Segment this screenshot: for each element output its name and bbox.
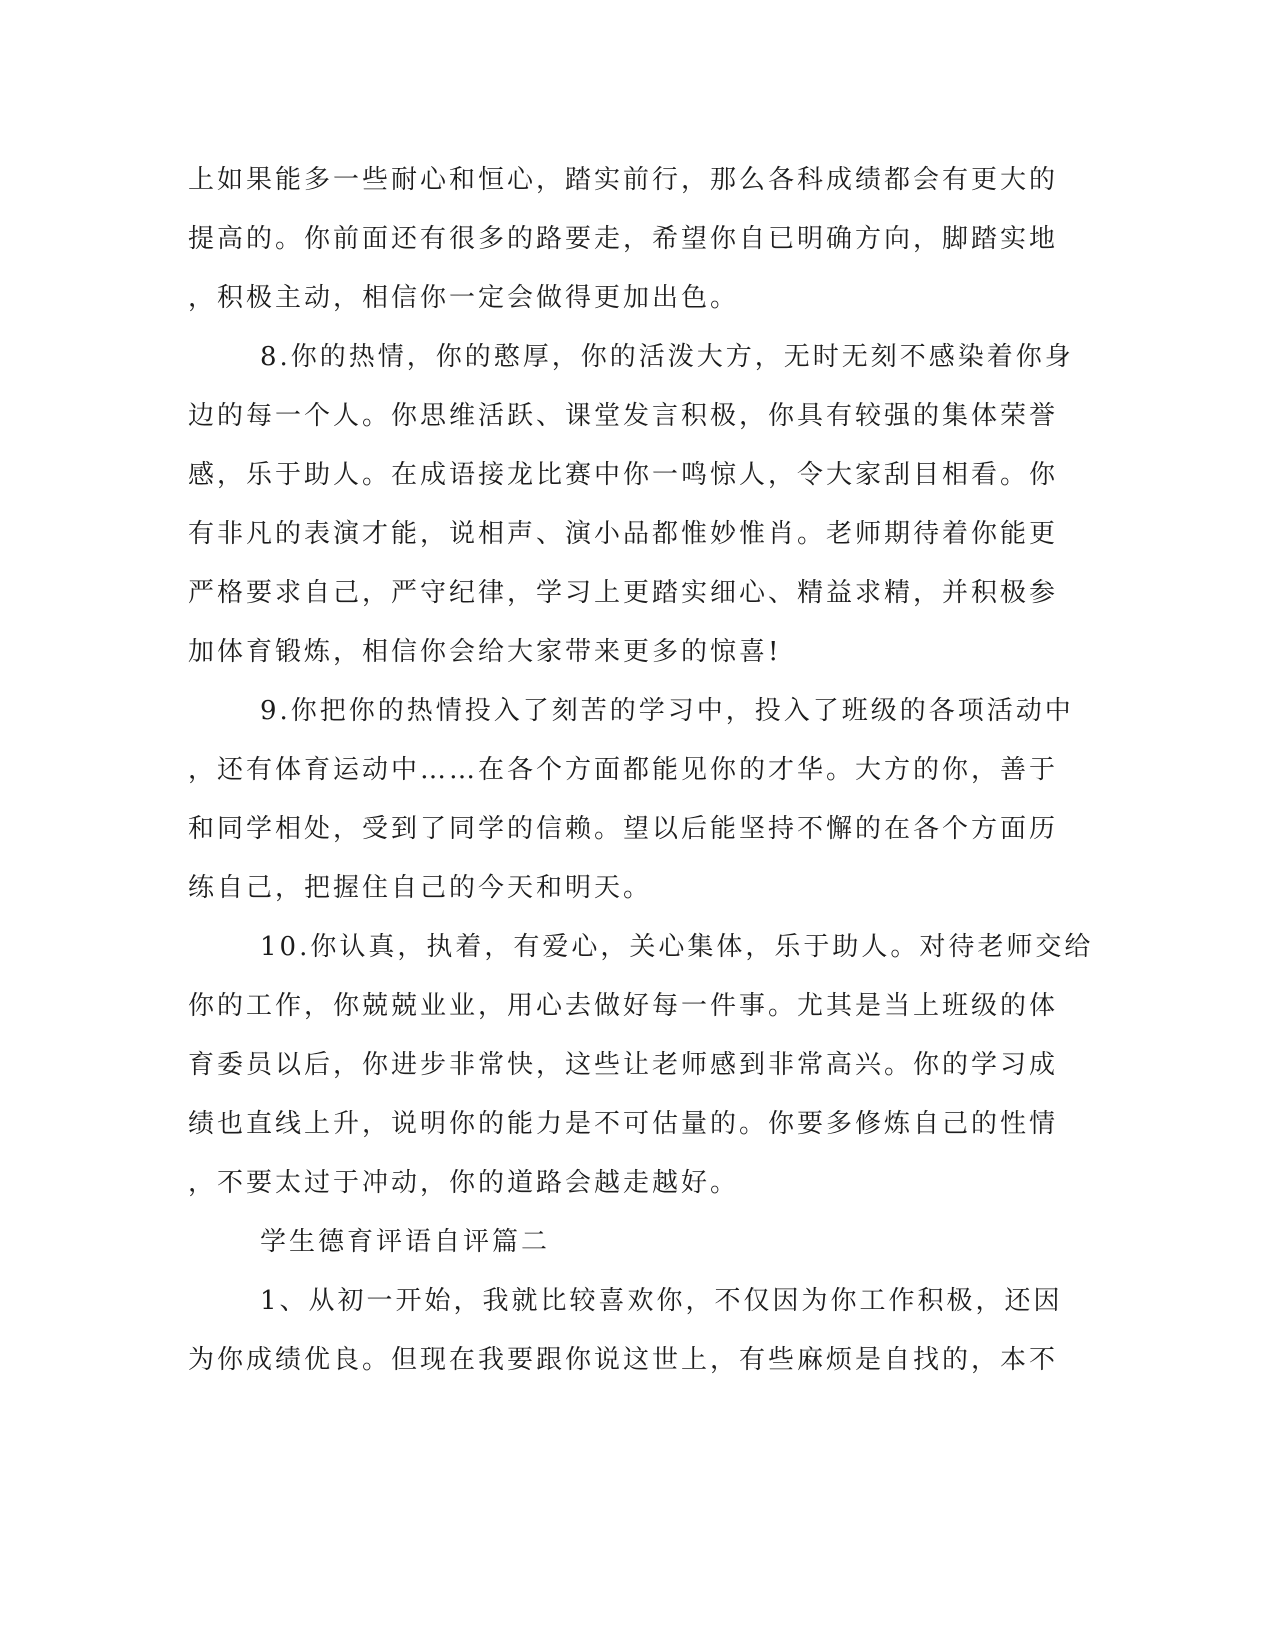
section-heading: 学生德育评语自评篇二 [260, 1227, 551, 1257]
text-line: 和同学相处，受到了同学的信赖。望以后能坚持不懈的在各个方面历 [188, 814, 1059, 844]
text-line: 边的每一个人。你思维活跃、课堂发言积极，你具有较强的集体荣誉 [188, 401, 1059, 431]
text-line: 绩也直线上升，说明你的能力是不可估量的。你要多修炼自己的性情 [188, 1109, 1059, 1139]
text-line: 你的工作，你兢兢业业，用心去做好每一件事。尤其是当上班级的体 [188, 991, 1059, 1021]
text-line: 严格要求自己，严守纪律，学习上更踏实细心、精益求精，并积极参 [188, 578, 1059, 608]
text-line: ，积极主动，相信你一定会做得更加出色。 [188, 283, 740, 313]
text-line: 为你成绩优良。但现在我要跟你说这世上，有些麻烦是自找的，本不 [188, 1345, 1059, 1375]
paragraph-10-first-line: 10.你认真，执着，有爱心，关心集体，乐于助人。对待老师交给 [260, 932, 1094, 962]
paragraph-1-first-line: 1、从初一开始，我就比较喜欢你，不仅因为你工作积极，还因 [260, 1286, 1063, 1316]
text-line: ，不要太过于冲动，你的道路会越走越好。 [188, 1168, 740, 1198]
text-line: 提高的。你前面还有很多的路要走，希望你自已明确方向，脚踏实地 [188, 224, 1059, 254]
paragraph-9-first-line: 9.你把你的热情投入了刻苦的学习中，投入了班级的各项活动中 [260, 696, 1074, 726]
paragraph-8-first-line: 8.你的热情，你的憨厚，你的活泼大方，无时无刻不感染着你身 [260, 342, 1074, 372]
text-line: 上如果能多一些耐心和恒心，踏实前行，那么各科成绩都会有更大的 [188, 165, 1059, 195]
text-line: 加体育锻炼，相信你会给大家带来更多的惊喜! [188, 637, 782, 667]
text-line: 育委员以后，你进步非常快，这些让老师感到非常高兴。你的学习成 [188, 1050, 1059, 1080]
text-line: ，还有体育运动中……在各个方面都能见你的才华。大方的你，善于 [188, 755, 1059, 785]
text-line: 练自己，把握住自己的今天和明天。 [188, 873, 653, 903]
text-line: 有非凡的表演才能，说相声、演小品都惟妙惟肖。老师期待着你能更 [188, 519, 1059, 549]
text-line: 感，乐于助人。在成语接龙比赛中你一鸣惊人，令大家刮目相看。你 [188, 460, 1059, 490]
